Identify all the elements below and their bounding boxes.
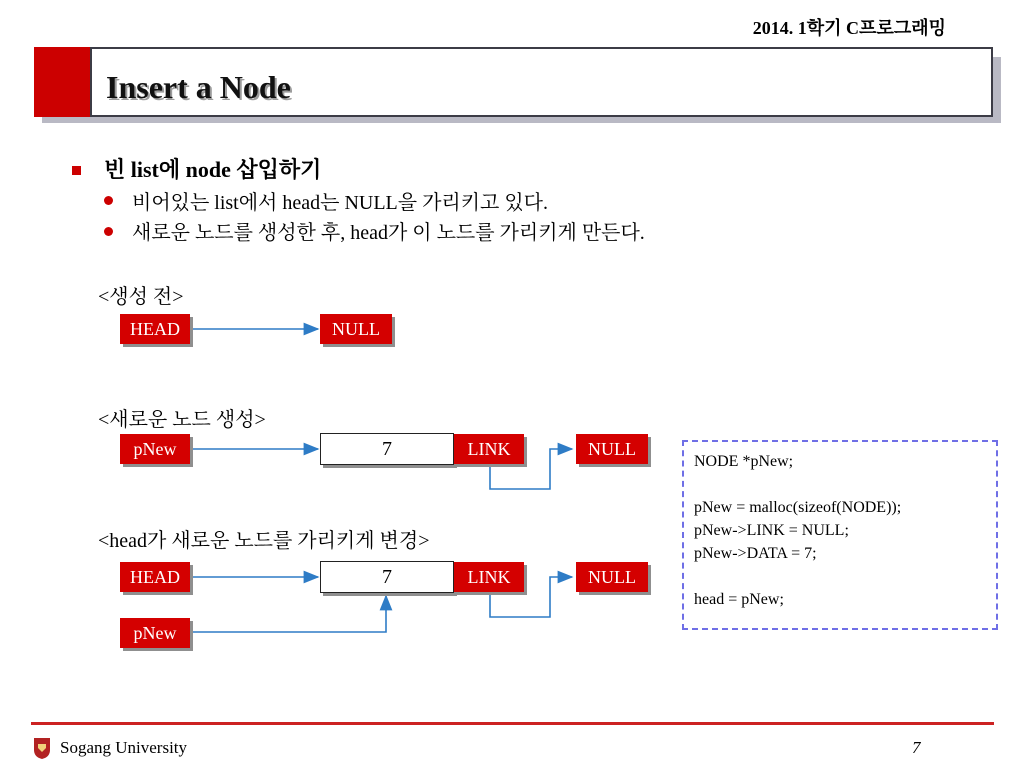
- section-create: <새로운 노드 생성>: [98, 409, 266, 431]
- course-label: 2014. 1학기 C프로그래밍: [752, 18, 946, 38]
- head-box: HEAD: [120, 314, 190, 344]
- head-box: HEAD: [120, 562, 190, 592]
- code-line: NODE *pNew;: [694, 453, 794, 470]
- code-box: [682, 440, 998, 630]
- node-data-cell: 7: [320, 561, 454, 593]
- pnew-box: pNew: [120, 434, 190, 464]
- sub-bullet-2: 새로운 노드를 생성한 후, head가 이 노드를 가리키게 만든다.: [132, 222, 645, 244]
- sub-bullet-1: 비어있는 list에서 head는 NULL을 가리키고 있다.: [132, 192, 549, 214]
- node-link-cell: LINK: [454, 562, 524, 592]
- section-change: <head가 새로운 노드를 가리키게 변경>: [98, 530, 430, 552]
- page-title: Insert a Node: [106, 69, 291, 105]
- section-before: <생성 전>: [98, 286, 184, 308]
- code-line: pNew->LINK = NULL;: [694, 522, 849, 539]
- code-line: pNew = malloc(sizeof(NODE));: [694, 499, 902, 516]
- node-data-cell: 7: [320, 433, 454, 465]
- university-name: Sogang University: [60, 738, 188, 757]
- main-bullet: 빈 list에 node 삽입하기: [104, 157, 322, 182]
- null-box: NULL: [576, 562, 648, 592]
- node-link-cell: LINK: [454, 434, 524, 464]
- page-number: 7: [912, 738, 921, 757]
- code-line: pNew->DATA = 7;: [694, 545, 817, 562]
- arrow-pnew-node-2: [190, 596, 386, 632]
- null-box: NULL: [320, 314, 392, 344]
- footer-divider: [31, 722, 994, 725]
- university-logo-icon: [32, 736, 52, 760]
- null-box: NULL: [576, 434, 648, 464]
- code-line: head = pNew;: [694, 591, 784, 608]
- pnew-box: pNew: [120, 618, 190, 648]
